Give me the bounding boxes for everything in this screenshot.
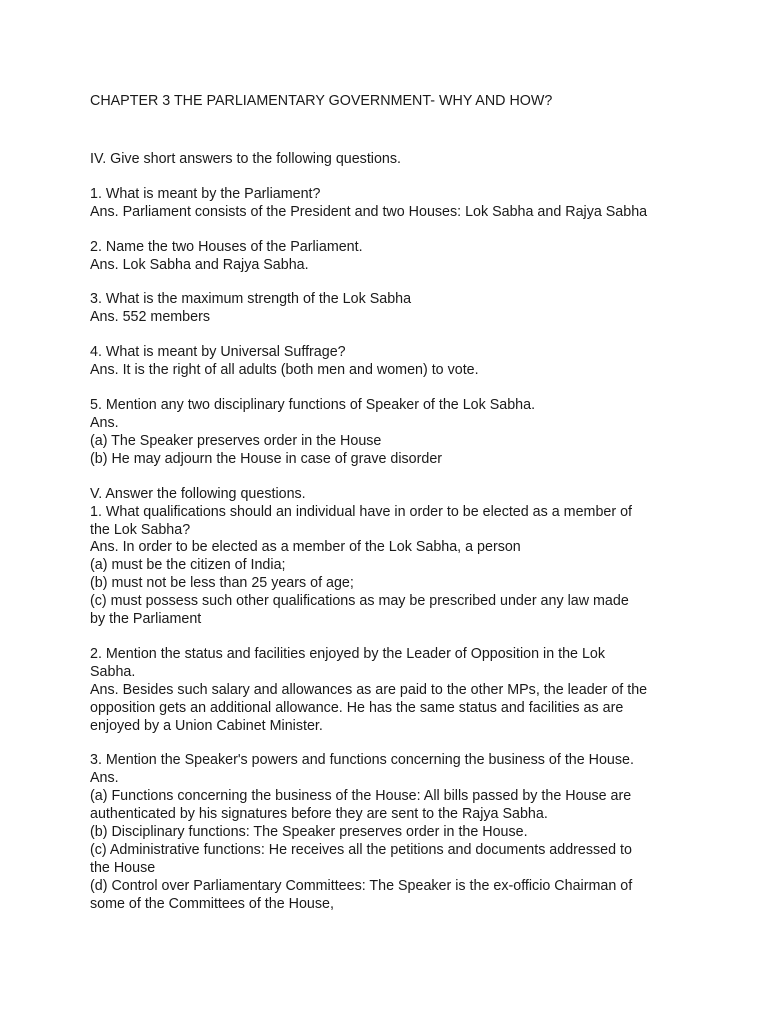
text-line: Ans. Parliament consists of the President and two Houses: Lok Sabha and Rajya Sabha xyxy=(90,203,648,220)
text-line: (b) Disciplinary functions: The Speaker preserves order in the House. xyxy=(90,824,528,841)
text-block xyxy=(90,239,690,275)
text-line: (c) Administrative functions: He receives all the petitions and documents addressed to xyxy=(90,842,632,858)
text-block xyxy=(90,344,690,380)
text-line: Ans. 552 members xyxy=(90,309,210,326)
text-line: 2. Mention the status and facilities enjoyed by the Leader of Opposition in the Lok xyxy=(90,645,606,662)
text-line: (b) He may adjourn the House in case of grave disorder xyxy=(90,450,443,467)
text-line: (a) Functions concerning the business of the House: All bills passed by the House are xyxy=(90,788,632,805)
text-line: authenticated by his signatures before they are sent to the Rajya Sabha. xyxy=(90,806,548,823)
text-block xyxy=(90,186,690,222)
text-line: the House xyxy=(90,859,156,876)
text-line: 4. What is meant by Universal Suffrage? xyxy=(90,344,346,361)
text-line: (a) The Speaker preserves order in the House xyxy=(90,432,382,449)
text-line: Ans. xyxy=(90,770,119,787)
text-line: 2. Name the two Houses of the Parliament. xyxy=(90,238,363,255)
text-line: some of the Committees of the House, xyxy=(90,895,334,912)
text-block xyxy=(90,752,690,913)
text-block xyxy=(90,151,690,169)
chapter-title: CHAPTER 3 THE PARLIAMENTARY GOVERNMENT- WHY AND HOW? xyxy=(90,93,553,109)
text-block xyxy=(90,397,690,469)
text-line: V. Answer the following questions. xyxy=(90,485,306,502)
text-line: Ans. Besides such salary and allowances as are paid to the other MPs, the leader of the xyxy=(90,681,648,698)
text-line: Sabha. xyxy=(90,663,136,680)
question-blocks xyxy=(90,151,690,914)
text-block xyxy=(90,646,690,736)
text-line: 3. What is the maximum strength of the Lok Sabha xyxy=(90,291,412,308)
text-line: 3. Mention the Speaker's powers and functions concerning the business of the House. xyxy=(90,752,634,769)
text-line: 1. What qualifications should an individual have in order to be elected as a member of xyxy=(90,503,633,520)
text-block xyxy=(90,291,690,327)
document-body xyxy=(90,93,690,931)
text-line: (c) must possess such other qualifications as may be prescribed under any law made xyxy=(90,593,629,610)
text-line: Ans. In order to be elected as a member of the Lok Sabha, a person xyxy=(90,539,521,556)
text-line: enjoyed by a Union Cabinet Minister. xyxy=(90,717,323,734)
text-line: Ans. Lok Sabha and Rajya Sabha. xyxy=(90,256,309,273)
text-line: (b) must not be less than 25 years of age; xyxy=(90,575,354,592)
text-line: (a) must be the citizen of India; xyxy=(90,557,286,574)
text-block xyxy=(90,486,690,629)
text-line: (d) Control over Parliamentary Committees: The Speaker is the ex-officio Chairman of xyxy=(90,877,633,894)
text-line: opposition gets an additional allowance. He has the same status and facilities as are xyxy=(90,699,624,716)
text-line: by the Parliament xyxy=(90,611,202,628)
text-line: the Lok Sabha? xyxy=(90,521,191,538)
text-line: 1. What is meant by the Parliament? xyxy=(90,185,321,202)
text-line: Ans. It is the right of all adults (both men and women) to vote. xyxy=(90,362,479,379)
text-line: Ans. xyxy=(90,414,119,431)
text-line: 5. Mention any two disciplinary functions of Speaker of the Lok Sabha. xyxy=(90,397,536,414)
text-line: IV. Give short answers to the following questions. xyxy=(90,150,401,167)
